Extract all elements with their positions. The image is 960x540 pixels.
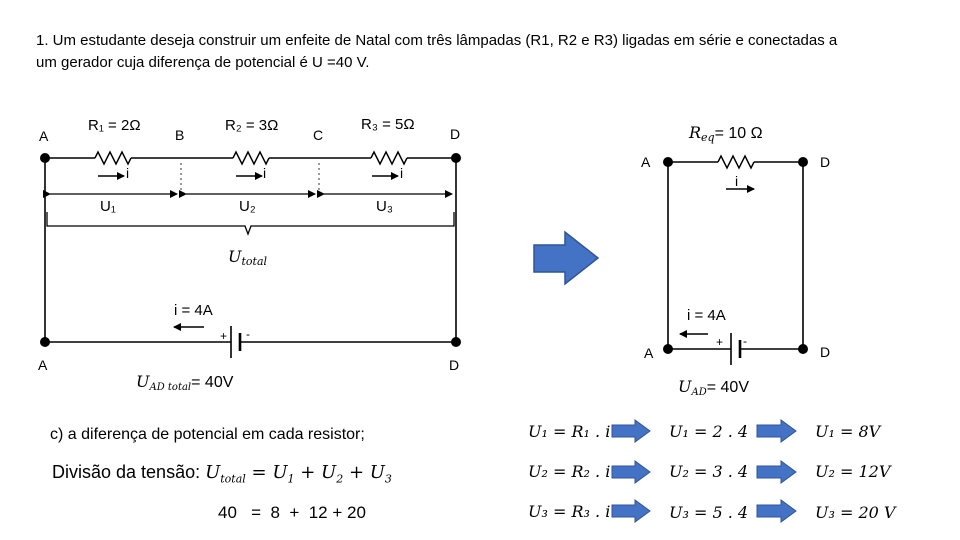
calc-result-1: U₁ = 8V — [815, 422, 881, 441]
eq-battery-minus: - — [743, 334, 747, 348]
node-dot-a-bottom — [40, 337, 50, 347]
total-voltage-label: Utotal — [228, 247, 268, 268]
node-label-d-top: D — [450, 126, 461, 142]
eq-current-value-label: i = 4A — [687, 307, 726, 324]
division-formula-line — [52, 462, 392, 486]
calc-arrow-2a — [612, 461, 650, 483]
eq-node-label-a-bottom: A — [644, 345, 654, 361]
req-label: Req= 10 Ω — [689, 123, 763, 144]
resistor-label-r3: R₃ = 5Ω — [361, 116, 415, 133]
eq-battery-plus: + — [716, 335, 724, 349]
numeric-sum: 40 = 8 + 12 + 20 — [218, 503, 366, 522]
current-i-1: i — [126, 165, 130, 181]
calc-arrow-3a — [612, 500, 650, 522]
resistor-r1 — [95, 152, 131, 164]
division-formula: $U_{total} = U_1 + U_2 + U_3$ — [205, 462, 392, 486]
part-c-question: c) a diferença de potencial em cada resistor; — [50, 426, 365, 443]
eq-node-dot-d-top — [798, 157, 808, 167]
calc-result-2: U₂ = 12V — [815, 462, 891, 481]
source-voltage-label: UAD total= 40V — [136, 372, 234, 393]
current-i-2: i — [263, 165, 267, 181]
node-dot-d-bottom — [451, 337, 461, 347]
node-label-b: B — [175, 127, 185, 143]
voltage-label-u1: U₁ — [100, 198, 116, 215]
total-voltage-brace — [47, 212, 454, 234]
calc-law-3: U₃ = R₃ . i — [528, 502, 611, 521]
voltage-label-u2: U₂ — [239, 198, 256, 215]
eq-node-label-d-top: D — [820, 154, 831, 170]
calc-arrow-2b — [757, 461, 796, 483]
calc-arrow-3b — [757, 500, 796, 522]
battery-plus: + — [220, 329, 228, 343]
current-value-label: i = 4A — [174, 302, 213, 319]
eq-node-label-a-top: A — [641, 154, 651, 170]
node-dot-a-top — [40, 153, 50, 163]
eq-source-voltage-label: UAD= 40V — [678, 377, 749, 398]
current-i-3: i — [400, 165, 404, 181]
calc-sub-2: U₂ = 3 . 4 — [669, 462, 749, 481]
node-label-a-bottom: A — [38, 357, 48, 373]
resistor-label-r2: R₂ = 3Ω — [225, 117, 279, 134]
calc-sub-3: U₃ = 5 . 4 — [669, 503, 749, 522]
eq-node-dot-d-bottom — [798, 344, 808, 354]
calc-law-2: U₂ = R₂ . i — [528, 462, 611, 481]
eq-node-label-d-bottom: D — [820, 344, 831, 360]
calc-law-1: U₁ = R₁ . i — [528, 422, 611, 441]
eq-current-i: i — [735, 173, 739, 189]
calc-sub-1: U₁ = 2 . 4 — [669, 422, 749, 441]
node-dot-d-top — [451, 153, 461, 163]
problem-line-2: um gerador cuja diferença de potencial é U =40 V. — [36, 54, 370, 71]
resistor-req — [718, 156, 754, 168]
series-circuit — [38, 116, 461, 393]
node-label-c: C — [313, 127, 324, 143]
calc-result-3: U₃ = 20 V — [815, 503, 896, 522]
voltage-label-u3: U₃ — [376, 198, 393, 215]
transform-arrow — [534, 232, 598, 284]
node-label-a-top: A — [39, 128, 49, 144]
problem-line-1: 1. Um estudante deseja construir um enfeite de Natal com três lâmpadas (R1, R2 e R3) ligadas em série e conectadas a — [36, 32, 838, 49]
resistor-r2 — [233, 152, 269, 164]
battery-minus: - — [246, 327, 250, 341]
resistor-label-r1: R₁ = 2Ω — [88, 117, 141, 134]
resistor-r3 — [371, 152, 407, 164]
eq-node-dot-a-top — [663, 157, 673, 167]
equivalent-circuit — [641, 123, 830, 398]
node-label-d-bottom: D — [449, 357, 460, 373]
division-label: Divisão da tensão: — [52, 462, 206, 482]
calc-arrow-1b — [757, 420, 796, 442]
calc-arrow-1a — [612, 420, 650, 442]
eq-node-dot-a-bottom — [663, 344, 673, 354]
